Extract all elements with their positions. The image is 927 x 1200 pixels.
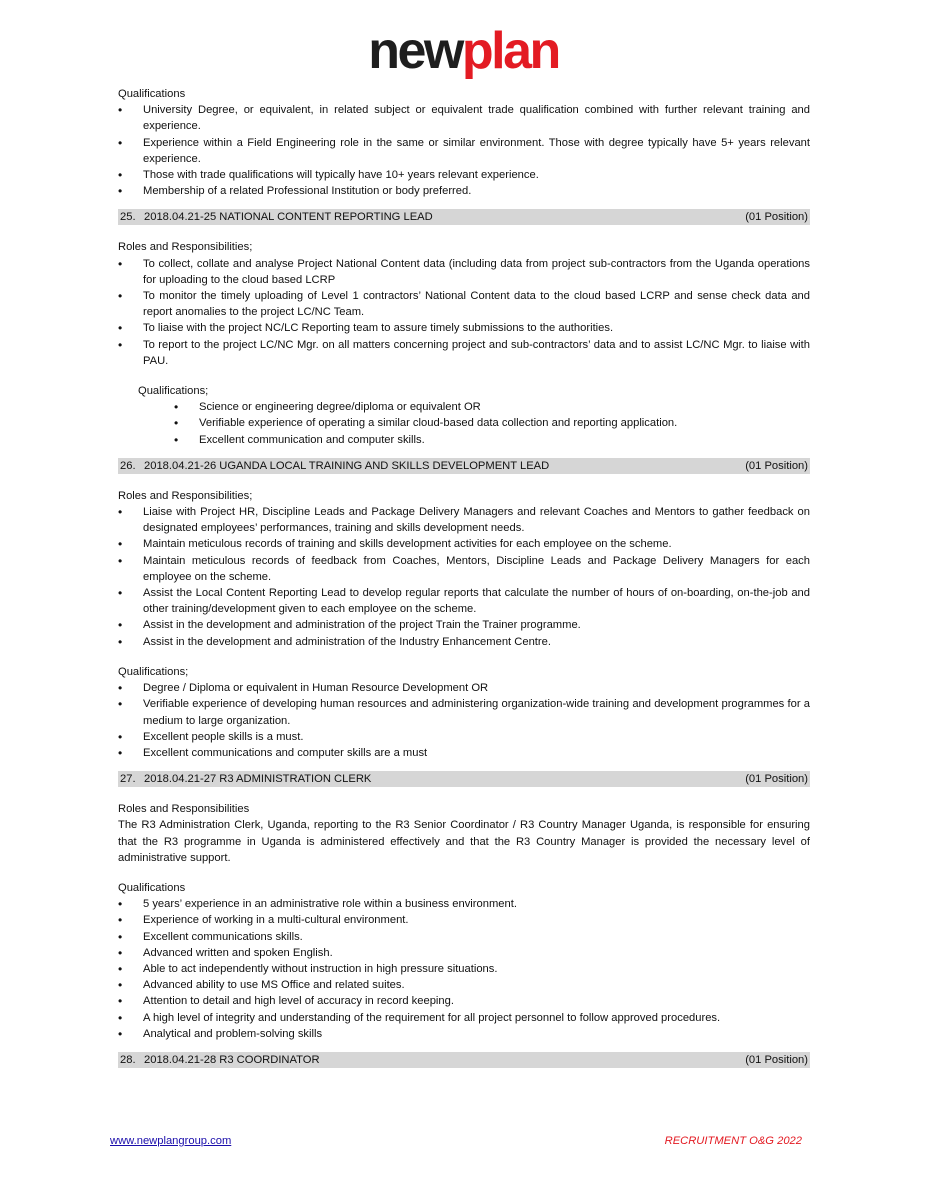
- list-item: • To monitor the timely uploading of Level 1 contractors’ National Content data to the cloud based LCRP and sense check data and report anomalies to the project LC/NC Team.: [118, 288, 810, 320]
- sec27-title-bar: [118, 771, 810, 787]
- list-item: • Excellent communication and computer skills.: [174, 432, 810, 448]
- sec28-positions: (01 Position): [745, 1053, 808, 1066]
- sec24-qualifications-list: [118, 102, 810, 199]
- sec28-title-text: 2018.04.21-28 R3 COORDINATOR: [144, 1053, 320, 1066]
- logo-part-plan: plan: [461, 22, 559, 80]
- sec28-number: 28.: [120, 1053, 136, 1066]
- list-item: • Assist in the development and administration of the project Train the Trainer programme.: [118, 617, 810, 633]
- sec26-title: [120, 458, 549, 474]
- sec25-qualifications-list: [174, 399, 810, 448]
- list-item: • To report to the project LC/NC Mgr. on all matters concerning project and sub-contractors’ data and to assist LC/NC Mgr. to liaise with PAU.: [118, 337, 810, 369]
- list-item: • Attention to detail and high level of accuracy in record keeping.: [118, 993, 810, 1009]
- sec25-number: 25.: [120, 211, 136, 224]
- sec25-qualifications-heading: Qualifications;: [138, 385, 209, 398]
- list-item: • Maintain meticulous records of feedback from Coaches, Mentors, Discipline Leads and Package Delivery Managers for each employee on the scheme.: [118, 553, 810, 585]
- sec27-positions: (01 Position): [745, 773, 808, 786]
- sec25-roles-heading: Roles and Responsibilities;: [118, 241, 253, 254]
- footer-website-link[interactable]: www.newplangroup.com: [110, 1135, 232, 1147]
- sec27-number: 27.: [120, 773, 136, 786]
- list-item: • Degree / Diploma or equivalent in Human Resource Development OR: [118, 680, 810, 696]
- sec27-roles-paragraph: The R3 Administration Clerk, Uganda, reporting to the R3 Senior Coordinator / R3 Country Manager Uganda, is responsible for ensuring that the R3 programme in Uganda is administered effectively and that the R3 Country Manager is provided the necessary level of administrative support.: [118, 819, 810, 864]
- sec27-title: [120, 771, 371, 787]
- list-item: • Membership of a related Professional Institution or body preferred.: [118, 183, 810, 199]
- sec26-title-bar: [118, 458, 810, 474]
- sec25-roles-list: [118, 256, 810, 369]
- list-item: • Verifiable experience of developing human resources and administering organization-wide training and development programmes for a medium to large organization.: [118, 696, 810, 728]
- list-item: • Assist the Local Content Reporting Lead to develop regular reports that calculate the number of hours of on-boarding, on-the-job and other training/development given to each employee on the scheme.: [118, 585, 810, 617]
- list-item: • Excellent people skills is a must.: [118, 729, 810, 745]
- sec26-number: 26.: [120, 459, 136, 472]
- sec24-qualifications-heading: Qualifications: [118, 88, 186, 100]
- footer-recruitment-tag: RECRUITMENT O&G 2022: [664, 1135, 802, 1147]
- list-item: • Analytical and problem-solving skills: [118, 1026, 810, 1042]
- sec27-qualifications-heading: Qualifications: [118, 881, 186, 894]
- list-item: • Experience within a Field Engineering role in the same or similar environment. Those with degree typically have 5+ years relevant experience.: [118, 135, 810, 167]
- sec26-qualifications-list: [118, 680, 810, 761]
- sec28-title: [120, 1052, 320, 1068]
- sec26-positions: (01 Position): [745, 459, 808, 472]
- list-item: • Liaise with Project HR, Discipline Leads and Package Delivery Managers and relevant Coaches and Mentors to gather feedback on designated employees’ performances, training and skills development needs.: [118, 504, 810, 536]
- list-item: • Assist in the development and administration of the Industry Enhancement Centre.: [118, 634, 810, 650]
- list-item: • Experience of working in a multi-cultural environment.: [118, 912, 810, 928]
- list-item: • Excellent communications skills.: [118, 929, 810, 945]
- list-item: • 5 years’ experience in an administrative role within a business environment.: [118, 896, 810, 912]
- sec26-qualifications-heading: Qualifications;: [118, 665, 189, 678]
- list-item: • To liaise with the project NC/LC Reporting team to assure timely submissions to the authorities.: [118, 320, 810, 336]
- document-body: [118, 86, 810, 1082]
- list-item: • Science or engineering degree/diploma or equivalent OR: [174, 399, 810, 415]
- list-item: • Those with trade qualifications will typically have 10+ years relevant experience.: [118, 167, 810, 183]
- sec26-roles-heading: Roles and Responsibilities;: [118, 489, 253, 502]
- sec26-title-text: 2018.04.21-26 UGANDA LOCAL TRAINING AND SKILLS DEVELOPMENT LEAD: [144, 459, 550, 472]
- sec27-title-text: 2018.04.21-27 R3 ADMINISTRATION CLERK: [144, 773, 372, 786]
- list-item: • University Degree, or equivalent, in related subject or equivalent trade qualification combined with further relevant training and experience.: [118, 102, 810, 134]
- sec25-qualifications-block: [138, 383, 810, 448]
- newplan-logo: [0, 24, 927, 78]
- sec25-title: [120, 209, 433, 225]
- list-item: • To collect, collate and analyse Project National Content data (including data from project sub-contractors from the Uganda operations for uploading to the cloud based LCRP: [118, 256, 810, 288]
- list-item: • Advanced written and spoken English.: [118, 945, 810, 961]
- sec27-qualifications-list: [118, 896, 810, 1042]
- list-item: • Able to act independently without instruction in high pressure situations.: [118, 961, 810, 977]
- list-item: • Advanced ability to use MS Office and related suites.: [118, 977, 810, 993]
- sec28-title-bar: [118, 1052, 810, 1068]
- sec26-roles-list: [118, 504, 810, 650]
- sec25-title-bar: [118, 209, 810, 225]
- list-item: • A high level of integrity and understanding of the requirement for all project personnel to follow approved procedures.: [118, 1010, 810, 1026]
- sec27-roles-heading: Roles and Responsibilities: [118, 803, 250, 816]
- sec25-title-text: 2018.04.21-25 NATIONAL CONTENT REPORTING LEAD: [144, 211, 433, 224]
- sec25-positions: (01 Position): [745, 211, 808, 224]
- logo-part-new: new: [368, 22, 462, 80]
- list-item: • Verifiable experience of operating a similar cloud-based data collection and reporting application.: [174, 415, 810, 431]
- list-item: • Maintain meticulous records of training and skills development activities for each employee on the scheme.: [118, 536, 810, 552]
- page-footer: [110, 1135, 802, 1147]
- list-item: • Excellent communications and computer skills are a must: [118, 745, 810, 761]
